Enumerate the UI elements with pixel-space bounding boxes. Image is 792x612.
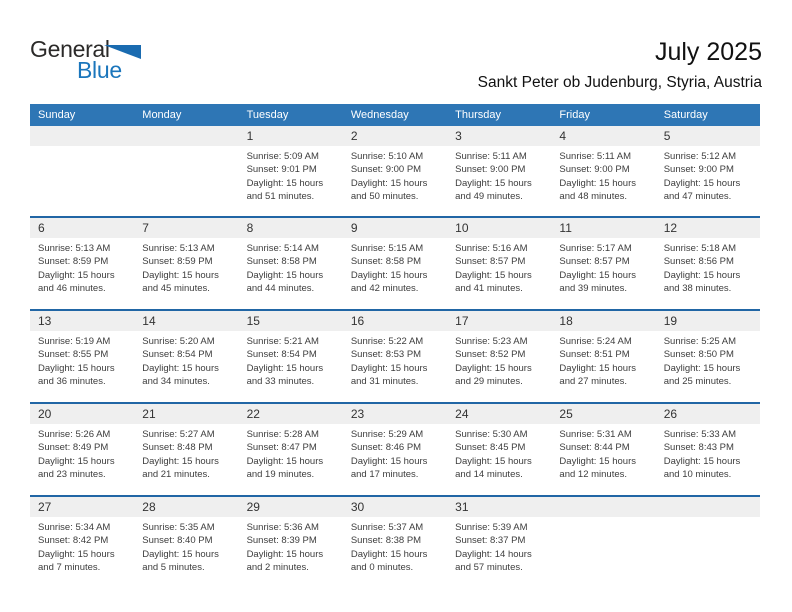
sunset-text: Sunset: 8:57 PM xyxy=(455,256,526,268)
day-number xyxy=(134,126,238,146)
day-cell-22 xyxy=(239,404,343,495)
day-cell-empty xyxy=(656,497,760,588)
daylight-text-line1: Daylight: 15 hours xyxy=(246,548,324,560)
weekday-header-tuesday: Tuesday xyxy=(246,109,289,121)
day-details xyxy=(551,517,655,521)
day-number: 23 xyxy=(343,404,447,424)
day-number: 2 xyxy=(343,126,447,146)
day-details xyxy=(134,146,238,150)
weekday-header-wednesday: Wednesday xyxy=(350,109,409,121)
daylight-text-line1: Daylight: 15 hours xyxy=(559,269,636,281)
day-number: 1 xyxy=(239,126,343,146)
sunset-text: Sunset: 8:59 PM xyxy=(38,256,109,268)
sunrise-text: Sunrise: 5:37 AM xyxy=(350,522,424,533)
daylight-text-line1: Daylight: 15 hours xyxy=(455,362,532,374)
daylight-text-line2: and 44 minutes. xyxy=(246,283,315,295)
day-details xyxy=(343,238,447,296)
sunrise-text: Sunrise: 5:24 AM xyxy=(559,336,632,347)
sunset-text: Sunset: 8:54 PM xyxy=(246,349,317,361)
daylight-text-line1: Daylight: 15 hours xyxy=(142,548,219,560)
sunset-text: Sunset: 8:57 PM xyxy=(559,256,630,268)
sunrise-text: Sunrise: 5:11 AM xyxy=(559,151,632,162)
sunrise-text: Sunrise: 5:16 AM xyxy=(455,243,528,254)
weekday-header-sunday: Sunday xyxy=(38,109,76,121)
day-details xyxy=(134,517,238,575)
day-number: 9 xyxy=(343,218,447,238)
day-cell-25 xyxy=(551,404,655,495)
weekday-header-friday: Friday xyxy=(559,109,590,121)
daylight-text-line2: and 41 minutes. xyxy=(455,283,523,295)
day-number: 26 xyxy=(656,404,760,424)
day-cell-20 xyxy=(30,404,134,495)
daylight-text-line1: Daylight: 15 hours xyxy=(350,455,428,467)
week-row xyxy=(30,126,760,216)
week-row xyxy=(30,402,760,495)
sunrise-text: Sunrise: 5:10 AM xyxy=(350,151,424,162)
daylight-text-line2: and 21 minutes. xyxy=(142,469,210,481)
daylight-text-line2: and 12 minutes. xyxy=(559,469,628,481)
calendar xyxy=(30,104,760,588)
sunrise-text: Sunrise: 5:23 AM xyxy=(455,336,528,347)
day-number: 17 xyxy=(447,311,551,331)
sunset-text: Sunset: 8:43 PM xyxy=(663,442,734,454)
sunset-text: Sunset: 9:00 PM xyxy=(559,164,630,176)
daylight-text-line1: Daylight: 15 hours xyxy=(38,455,115,467)
day-details xyxy=(30,238,134,296)
daylight-text-line1: Daylight: 15 hours xyxy=(559,177,636,189)
day-number: 8 xyxy=(239,218,343,238)
day-cell-28 xyxy=(134,497,238,588)
day-number: 22 xyxy=(239,404,343,424)
day-cell-7 xyxy=(134,218,238,309)
daylight-text-line2: and 39 minutes. xyxy=(559,283,628,295)
day-details xyxy=(239,331,343,389)
weekday-header-row xyxy=(30,104,760,126)
sunset-text: Sunset: 8:52 PM xyxy=(455,349,526,361)
daylight-text-line2: and 2 minutes. xyxy=(246,562,309,574)
day-cell-24 xyxy=(447,404,551,495)
sunset-text: Sunset: 8:50 PM xyxy=(663,349,734,361)
sunrise-text: Sunrise: 5:22 AM xyxy=(350,336,424,347)
day-number: 24 xyxy=(447,404,551,424)
day-cell-23 xyxy=(343,404,447,495)
daylight-text-line2: and 27 minutes. xyxy=(559,376,628,388)
day-details xyxy=(551,146,655,204)
day-number: 14 xyxy=(134,311,238,331)
sunset-text: Sunset: 8:58 PM xyxy=(350,256,422,268)
daylight-text-line2: and 46 minutes. xyxy=(38,283,106,295)
day-details xyxy=(134,424,238,482)
day-cell-15 xyxy=(239,311,343,402)
weekday-header-thursday: Thursday xyxy=(455,109,501,121)
day-details xyxy=(551,238,655,296)
sunrise-text: Sunrise: 5:13 AM xyxy=(38,243,111,254)
daylight-text-line1: Daylight: 15 hours xyxy=(663,362,741,374)
sunrise-text: Sunrise: 5:09 AM xyxy=(246,151,319,162)
day-details xyxy=(656,238,760,296)
sunrise-text: Sunrise: 5:21 AM xyxy=(246,336,319,347)
sunset-text: Sunset: 8:47 PM xyxy=(246,442,317,454)
daylight-text-line1: Daylight: 15 hours xyxy=(246,177,324,189)
logo-text-blue: Blue xyxy=(77,57,122,83)
day-details xyxy=(30,146,134,150)
daylight-text-line2: and 14 minutes. xyxy=(455,469,523,481)
day-number xyxy=(30,126,134,146)
sunset-text: Sunset: 9:01 PM xyxy=(246,164,317,176)
daylight-text-line2: and 47 minutes. xyxy=(663,191,732,203)
day-details xyxy=(343,517,447,575)
day-details xyxy=(239,424,343,482)
generalblue-logo xyxy=(30,36,170,86)
week-row xyxy=(30,216,760,309)
sunrise-text: Sunrise: 5:35 AM xyxy=(142,522,215,533)
day-cell-11 xyxy=(551,218,655,309)
day-details xyxy=(134,238,238,296)
daylight-text-line1: Daylight: 15 hours xyxy=(38,269,115,281)
daylight-text-line2: and 57 minutes. xyxy=(455,562,523,574)
daylight-text-line2: and 45 minutes. xyxy=(142,283,210,295)
daylight-text-line1: Daylight: 14 hours xyxy=(455,548,532,560)
daylight-text-line1: Daylight: 15 hours xyxy=(246,362,324,374)
day-number: 16 xyxy=(343,311,447,331)
day-cell-29 xyxy=(239,497,343,588)
day-number xyxy=(551,497,655,517)
sunset-text: Sunset: 8:44 PM xyxy=(559,442,630,454)
day-cell-empty xyxy=(551,497,655,588)
day-number: 25 xyxy=(551,404,655,424)
daylight-text-line1: Daylight: 15 hours xyxy=(38,548,115,560)
day-details xyxy=(551,331,655,389)
sunrise-text: Sunrise: 5:19 AM xyxy=(38,336,111,347)
day-cell-19 xyxy=(656,311,760,402)
sunrise-text: Sunrise: 5:14 AM xyxy=(246,243,319,254)
sunset-text: Sunset: 9:00 PM xyxy=(663,164,734,176)
day-cell-26 xyxy=(656,404,760,495)
day-number xyxy=(656,497,760,517)
day-cell-9 xyxy=(343,218,447,309)
day-details xyxy=(447,146,551,204)
day-number: 11 xyxy=(551,218,655,238)
day-cell-13 xyxy=(30,311,134,402)
day-number: 5 xyxy=(656,126,760,146)
daylight-text-line1: Daylight: 15 hours xyxy=(559,455,636,467)
daylight-text-line2: and 50 minutes. xyxy=(350,191,419,203)
daylight-text-line2: and 0 minutes. xyxy=(350,562,414,574)
sunrise-text: Sunrise: 5:34 AM xyxy=(38,522,111,533)
daylight-text-line1: Daylight: 15 hours xyxy=(455,269,532,281)
daylight-text-line2: and 5 minutes. xyxy=(142,562,205,574)
day-details xyxy=(551,424,655,482)
day-cell-31 xyxy=(447,497,551,588)
sunrise-text: Sunrise: 5:30 AM xyxy=(455,429,528,440)
sunrise-text: Sunrise: 5:39 AM xyxy=(455,522,528,533)
sunset-text: Sunset: 8:39 PM xyxy=(246,535,317,547)
sunset-text: Sunset: 8:55 PM xyxy=(38,349,109,361)
day-number: 3 xyxy=(447,126,551,146)
week-row xyxy=(30,309,760,402)
sunrise-text: Sunrise: 5:11 AM xyxy=(455,151,527,162)
daylight-text-line2: and 19 minutes. xyxy=(246,469,315,481)
day-details xyxy=(343,331,447,389)
day-number: 28 xyxy=(134,497,238,517)
day-number: 7 xyxy=(134,218,238,238)
sunrise-text: Sunrise: 5:18 AM xyxy=(663,243,737,254)
daylight-text-line2: and 17 minutes. xyxy=(350,469,419,481)
day-number: 30 xyxy=(343,497,447,517)
day-cell-5 xyxy=(656,126,760,216)
day-details xyxy=(656,424,760,482)
daylight-text-line1: Daylight: 15 hours xyxy=(38,362,115,374)
sunset-text: Sunset: 8:38 PM xyxy=(350,535,422,547)
calendar-weeks xyxy=(30,126,760,588)
day-details xyxy=(30,331,134,389)
day-details xyxy=(447,517,551,575)
daylight-text-line1: Daylight: 15 hours xyxy=(663,177,741,189)
day-number: 12 xyxy=(656,218,760,238)
sunset-text: Sunset: 9:00 PM xyxy=(350,164,422,176)
day-number: 15 xyxy=(239,311,343,331)
day-details xyxy=(343,424,447,482)
daylight-text-line1: Daylight: 15 hours xyxy=(350,362,428,374)
daylight-text-line1: Daylight: 15 hours xyxy=(663,455,741,467)
day-number: 31 xyxy=(447,497,551,517)
day-details xyxy=(134,331,238,389)
day-details xyxy=(30,517,134,575)
day-details xyxy=(239,517,343,575)
daylight-text-line1: Daylight: 15 hours xyxy=(455,455,532,467)
logo-text-general: General xyxy=(30,36,110,62)
sunset-text: Sunset: 8:48 PM xyxy=(142,442,213,454)
day-details xyxy=(343,146,447,204)
daylight-text-line2: and 31 minutes. xyxy=(350,376,419,388)
day-number: 6 xyxy=(30,218,134,238)
daylight-text-line1: Daylight: 15 hours xyxy=(350,548,428,560)
day-details xyxy=(447,331,551,389)
sunset-text: Sunset: 8:54 PM xyxy=(142,349,213,361)
day-cell-3 xyxy=(447,126,551,216)
daylight-text-line1: Daylight: 15 hours xyxy=(455,177,532,189)
daylight-text-line2: and 10 minutes. xyxy=(663,469,732,481)
day-cell-17 xyxy=(447,311,551,402)
day-cell-4 xyxy=(551,126,655,216)
day-cell-14 xyxy=(134,311,238,402)
daylight-text-line2: and 29 minutes. xyxy=(455,376,523,388)
day-cell-27 xyxy=(30,497,134,588)
day-cell-1 xyxy=(239,126,343,216)
day-details xyxy=(656,517,760,521)
page-subtitle: Sankt Peter ob Judenburg, Styria, Austria xyxy=(477,74,762,91)
day-cell-10 xyxy=(447,218,551,309)
sunset-text: Sunset: 8:45 PM xyxy=(455,442,526,454)
daylight-text-line1: Daylight: 15 hours xyxy=(663,269,741,281)
daylight-text-line2: and 33 minutes. xyxy=(246,376,315,388)
sunrise-text: Sunrise: 5:12 AM xyxy=(663,151,737,162)
page-title: July 2025 xyxy=(654,38,762,66)
sunrise-text: Sunrise: 5:28 AM xyxy=(246,429,319,440)
day-cell-6 xyxy=(30,218,134,309)
daylight-text-line2: and 42 minutes. xyxy=(350,283,419,295)
daylight-text-line2: and 38 minutes. xyxy=(663,283,732,295)
daylight-text-line2: and 48 minutes. xyxy=(559,191,628,203)
sunrise-text: Sunrise: 5:27 AM xyxy=(142,429,215,440)
daylight-text-line2: and 51 minutes. xyxy=(246,191,315,203)
day-details xyxy=(239,146,343,204)
weekday-header-saturday: Saturday xyxy=(663,109,708,121)
day-number: 18 xyxy=(551,311,655,331)
sunset-text: Sunset: 8:58 PM xyxy=(246,256,317,268)
day-cell-12 xyxy=(656,218,760,309)
sunset-text: Sunset: 8:37 PM xyxy=(455,535,526,547)
daylight-text-line1: Daylight: 15 hours xyxy=(142,362,219,374)
weekday-header-monday: Monday xyxy=(142,109,182,121)
daylight-text-line1: Daylight: 15 hours xyxy=(350,177,428,189)
sunrise-text: Sunrise: 5:33 AM xyxy=(663,429,737,440)
week-row xyxy=(30,495,760,588)
sunset-text: Sunset: 8:42 PM xyxy=(38,535,109,547)
sunset-text: Sunset: 8:59 PM xyxy=(142,256,213,268)
daylight-text-line1: Daylight: 15 hours xyxy=(142,455,219,467)
day-details xyxy=(447,238,551,296)
sunset-text: Sunset: 9:00 PM xyxy=(455,164,526,176)
day-number: 19 xyxy=(656,311,760,331)
daylight-text-line1: Daylight: 15 hours xyxy=(246,269,324,281)
day-details xyxy=(656,146,760,204)
daylight-text-line1: Daylight: 15 hours xyxy=(350,269,428,281)
daylight-text-line2: and 36 minutes. xyxy=(38,376,106,388)
daylight-text-line2: and 34 minutes. xyxy=(142,376,210,388)
sunrise-text: Sunrise: 5:26 AM xyxy=(38,429,111,440)
day-number: 29 xyxy=(239,497,343,517)
sunrise-text: Sunrise: 5:25 AM xyxy=(663,336,737,347)
day-cell-2 xyxy=(343,126,447,216)
daylight-text-line1: Daylight: 15 hours xyxy=(142,269,219,281)
day-cell-18 xyxy=(551,311,655,402)
daylight-text-line2: and 25 minutes. xyxy=(663,376,732,388)
sunrise-text: Sunrise: 5:13 AM xyxy=(142,243,215,254)
sunset-text: Sunset: 8:56 PM xyxy=(663,256,734,268)
sunrise-text: Sunrise: 5:15 AM xyxy=(350,243,424,254)
day-cell-empty xyxy=(30,126,134,216)
header-titles xyxy=(478,38,762,92)
day-number: 13 xyxy=(30,311,134,331)
sunrise-text: Sunrise: 5:29 AM xyxy=(350,429,424,440)
day-details xyxy=(656,331,760,389)
day-details xyxy=(239,238,343,296)
day-cell-16 xyxy=(343,311,447,402)
daylight-text-line2: and 7 minutes. xyxy=(38,562,101,574)
day-number: 27 xyxy=(30,497,134,517)
sunset-text: Sunset: 8:49 PM xyxy=(38,442,109,454)
sunrise-text: Sunrise: 5:17 AM xyxy=(559,243,632,254)
day-cell-empty xyxy=(134,126,238,216)
daylight-text-line1: Daylight: 15 hours xyxy=(559,362,636,374)
day-number: 10 xyxy=(447,218,551,238)
daylight-text-line2: and 49 minutes. xyxy=(455,191,523,203)
sunset-text: Sunset: 8:53 PM xyxy=(350,349,422,361)
day-details xyxy=(447,424,551,482)
sunrise-text: Sunrise: 5:20 AM xyxy=(142,336,215,347)
day-cell-30 xyxy=(343,497,447,588)
day-number: 4 xyxy=(551,126,655,146)
day-number: 21 xyxy=(134,404,238,424)
sunset-text: Sunset: 8:46 PM xyxy=(350,442,422,454)
sunset-text: Sunset: 8:51 PM xyxy=(559,349,630,361)
daylight-text-line2: and 23 minutes. xyxy=(38,469,106,481)
daylight-text-line1: Daylight: 15 hours xyxy=(246,455,324,467)
sunset-text: Sunset: 8:40 PM xyxy=(142,535,213,547)
day-number: 20 xyxy=(30,404,134,424)
day-cell-21 xyxy=(134,404,238,495)
day-cell-8 xyxy=(239,218,343,309)
sunrise-text: Sunrise: 5:31 AM xyxy=(559,429,632,440)
sunrise-text: Sunrise: 5:36 AM xyxy=(246,522,319,533)
day-details xyxy=(30,424,134,482)
